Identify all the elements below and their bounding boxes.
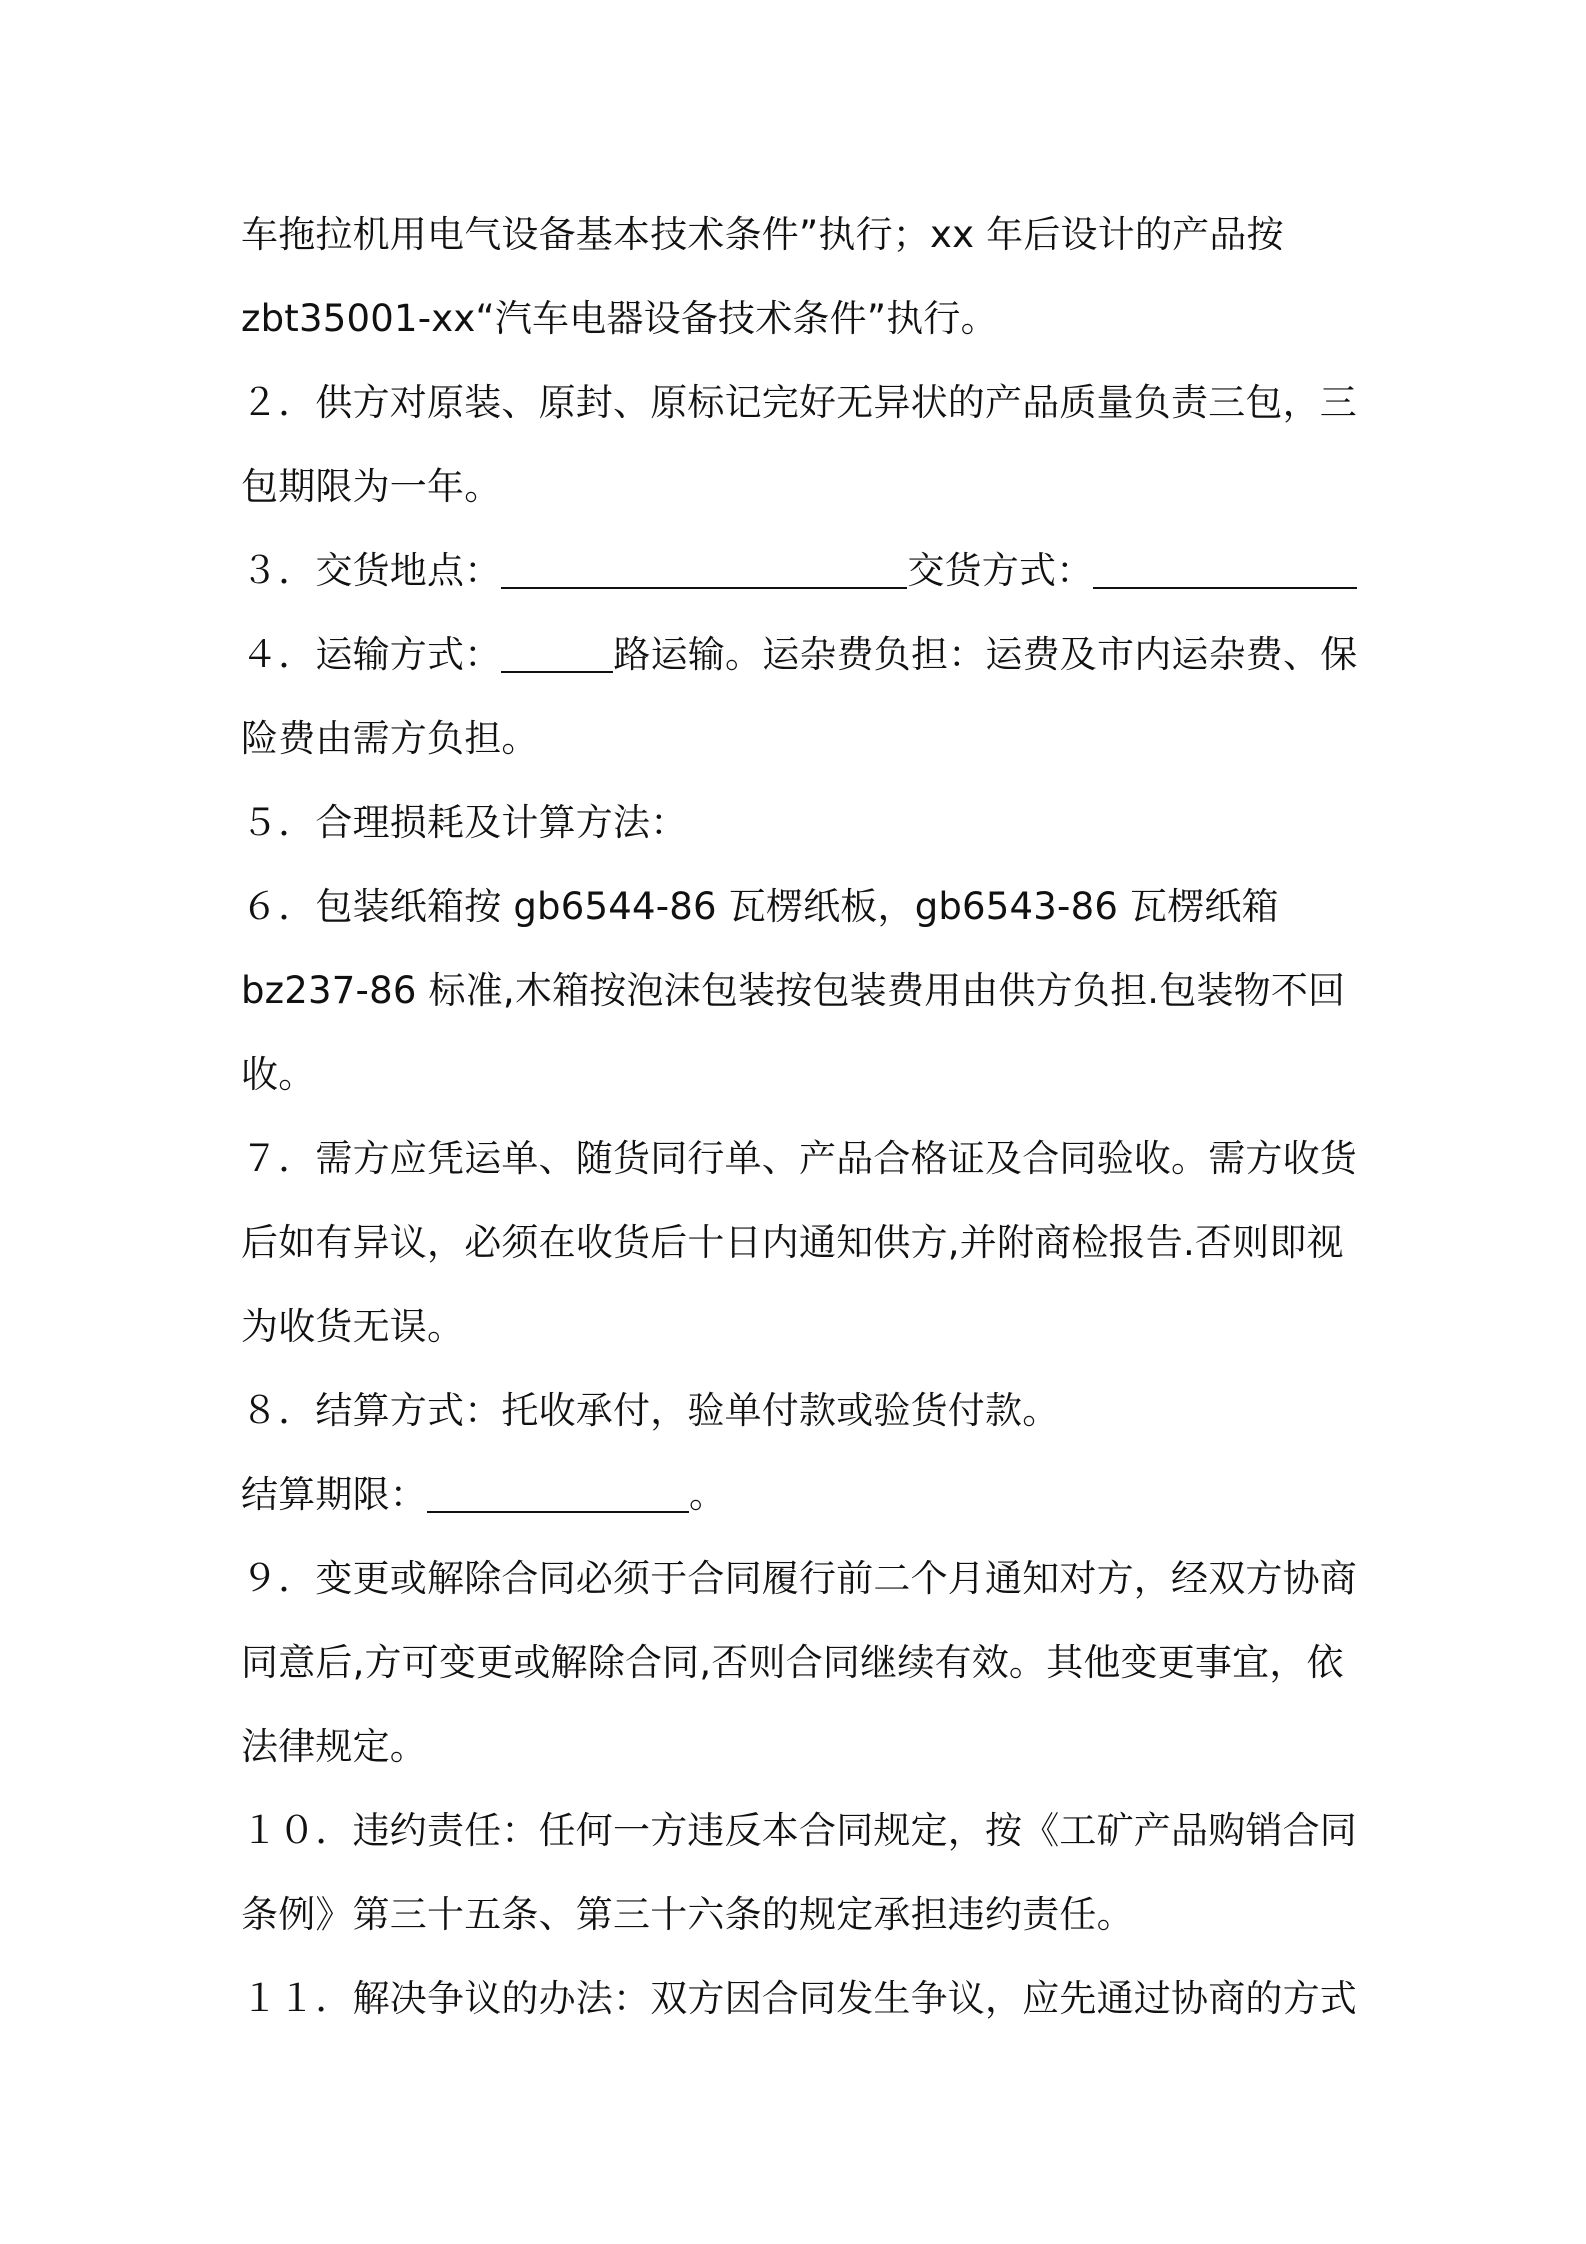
clause-3-line: [241, 546, 1361, 596]
transport-method-blank[interactable]: [501, 639, 613, 673]
line-text: 。: [689, 1473, 727, 1516]
line-text: 包期限为一年。: [241, 465, 502, 508]
text-line: [241, 210, 1361, 260]
clause-8-line: [241, 1386, 1361, 1436]
delivery-location-blank[interactable]: [501, 555, 907, 589]
text-line: [241, 1302, 1361, 1352]
clause-7-line: [241, 1134, 1361, 1184]
line-text: ８．结算方式：托收承付，验单付款或验货付款。: [241, 1389, 1060, 1432]
settlement-period-line: [241, 1470, 1361, 1520]
text-line: [241, 1722, 1361, 1772]
clause-6-line: [241, 882, 1361, 932]
line-text: 收。: [241, 1053, 316, 1096]
clause-9-line: [241, 1554, 1361, 1604]
clause-2-line: [241, 378, 1361, 428]
line-text: 路运输。运杂费负担：运费及市内运杂费、保: [613, 633, 1358, 676]
delivery-location-label: ３．交货地点：: [241, 549, 502, 592]
clause-5-line: [241, 798, 1361, 848]
clause-10-line: [241, 1806, 1361, 1856]
line-text: 为收货无误。: [241, 1305, 465, 1348]
line-text: 车拖拉机用电气设备基本技术条件”执行；xx 年后设计的产品按: [241, 213, 1284, 256]
line-text: ６．包装纸箱按 gb6544-86 瓦楞纸板，gb6543-86 瓦楞纸箱: [241, 885, 1279, 928]
line-text: bz237-86 标准,木箱按泡沫包装按包装费用由供方负担.包装物不回: [241, 969, 1346, 1012]
text-line: [241, 462, 1361, 512]
clause-4-line: [241, 630, 1361, 680]
line-text: ７．需方应凭运单、随货同行单、产品合格证及合同验收。需方收货: [241, 1137, 1357, 1180]
transport-method-label: ４．运输方式：: [241, 633, 502, 676]
text-line: [241, 966, 1361, 1016]
text-line: [241, 1890, 1361, 1940]
line-text: １０．违约责任：任何一方违反本合同规定，按《工矿产品购销合同: [241, 1809, 1357, 1852]
text-line: [241, 714, 1361, 764]
line-text: 法律规定。: [241, 1725, 427, 1768]
line-text: 条例》第三十五条、第三十六条的规定承担违约责任。: [241, 1893, 1134, 1936]
line-text: ９．变更或解除合同必须于合同履行前二个月通知对方，经双方协商: [241, 1557, 1357, 1600]
text-line: [241, 1050, 1361, 1100]
line-text: ２．供方对原装、原封、原标记完好无异状的产品质量负责三包，三: [241, 381, 1357, 424]
line-text: 后如有异议，必须在收货后十日内通知供方,并附商检报告.否则即视: [241, 1221, 1344, 1264]
delivery-method-blank[interactable]: [1093, 555, 1357, 589]
clause-11-line: [241, 1974, 1361, 2024]
text-line: [241, 1218, 1361, 1268]
line-text: 险费由需方负担。: [241, 717, 539, 760]
line-text: ５．合理损耗及计算方法：: [241, 801, 688, 844]
line-text: １１．解决争议的办法：双方因合同发生争议，应先通过协商的方式: [241, 1977, 1357, 2020]
line-text: zbt35001-xx“汽车电器设备技术条件”执行。: [241, 297, 998, 340]
delivery-method-label: 交货方式：: [907, 549, 1094, 592]
settlement-period-blank[interactable]: [427, 1479, 689, 1513]
settlement-period-label: 结算期限：: [241, 1473, 427, 1516]
line-text: 同意后,方可变更或解除合同,否则合同继续有效。其他变更事宜，依: [241, 1641, 1344, 1684]
text-line: [241, 1638, 1361, 1688]
text-line: [241, 294, 1361, 344]
